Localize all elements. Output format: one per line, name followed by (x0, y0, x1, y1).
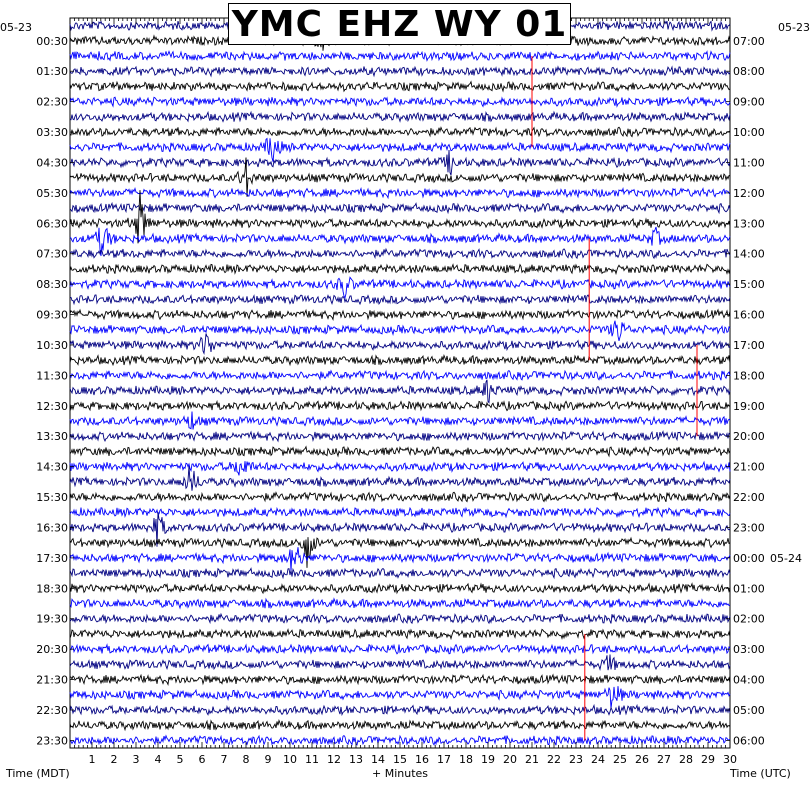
right-time-label: 12:00 (733, 186, 765, 200)
right-time-label: 16:00 (733, 308, 765, 322)
x-tick-label: 24 (591, 753, 605, 766)
right-time-label: 13:00 (733, 217, 765, 231)
x-tick-label: 15 (393, 753, 407, 766)
left-time-label: 08:30 (36, 278, 68, 292)
right-time-label: 23:00 (733, 521, 765, 535)
left-time-label: 06:30 (36, 217, 68, 231)
x-tick-label: 4 (154, 753, 162, 766)
x-tick-label: 3 (132, 753, 140, 766)
right-time-label: 15:00 (733, 278, 765, 292)
left-time-label: 07:30 (36, 247, 68, 261)
x-tick-label: 6 (198, 753, 206, 766)
right-time-label: 18:00 (733, 369, 765, 383)
right-time-label: 04:00 (733, 673, 765, 687)
right-time-label: 14:00 (733, 247, 765, 261)
x-tick-label: 23 (569, 753, 583, 766)
x-tick-label: 7 (220, 753, 228, 766)
left-time-label: 03:30 (36, 126, 68, 140)
right-time-label: 10:00 (733, 126, 765, 140)
left-date-label: 05-23 (0, 21, 32, 34)
left-time-label: 21:30 (36, 673, 68, 687)
left-time-label: 17:30 (36, 551, 68, 565)
x-tick-label: 2 (110, 753, 118, 766)
right-time-label: 21:00 (733, 460, 765, 474)
left-time-label: 04:30 (36, 156, 68, 170)
left-time-label: 10:30 (36, 338, 68, 352)
left-time-label: 15:30 (36, 491, 68, 505)
x-tick-label: 30 (723, 753, 737, 766)
right-time-label: 00:00 (733, 551, 765, 565)
left-time-label: 14:30 (36, 460, 68, 474)
x-tick-label: 27 (657, 753, 671, 766)
x-tick-label: 13 (349, 753, 363, 766)
x-tick-label: 19 (481, 753, 495, 766)
right-time-label: 08:00 (733, 65, 765, 79)
x-tick-label: 29 (701, 753, 715, 766)
right-date-label: 05-23 (778, 21, 810, 34)
right-time-label: 19:00 (733, 399, 765, 413)
left-time-label: 11:30 (36, 369, 68, 383)
x-tick-label: 12 (327, 753, 341, 766)
right-time-label: 22:00 (733, 491, 765, 505)
x-tick-label: 17 (437, 753, 451, 766)
right-axis-label: Time (UTC) (730, 767, 791, 780)
chart-title: YMC EHZ WY 01 (228, 3, 571, 45)
left-time-label: 19:30 (36, 612, 68, 626)
x-tick-label: 10 (283, 753, 297, 766)
right-time-label: 05:00 (733, 703, 765, 717)
right-time-label: 01:00 (733, 582, 765, 596)
x-tick-label: 18 (459, 753, 473, 766)
x-axis-label: + Minutes (372, 767, 429, 780)
right-date-change-label: 05-24 (770, 551, 802, 565)
left-time-label: 22:30 (36, 703, 68, 717)
x-tick-label: 11 (305, 753, 319, 766)
left-time-label: 05:30 (36, 186, 68, 200)
right-time-label: 02:00 (733, 612, 765, 626)
x-tick-label: 21 (525, 753, 539, 766)
x-tick-label: 26 (635, 753, 649, 766)
left-time-label: 09:30 (36, 308, 68, 322)
x-tick-label: 1 (88, 753, 96, 766)
x-tick-label: 16 (415, 753, 429, 766)
left-time-label: 13:30 (36, 430, 68, 444)
right-time-label: 17:00 (733, 338, 765, 352)
left-axis-label: Time (MDT) (6, 767, 70, 780)
x-tick-label: 5 (176, 753, 184, 766)
right-time-label: 20:00 (733, 430, 765, 444)
right-time-label: 11:00 (733, 156, 765, 170)
x-tick-label: 8 (242, 753, 250, 766)
left-time-label: 23:30 (36, 734, 68, 748)
x-tick-label: 28 (679, 753, 693, 766)
left-time-label: 12:30 (36, 399, 68, 413)
left-time-label: 00:30 (36, 34, 68, 48)
left-time-label: 20:30 (36, 643, 68, 657)
x-tick-label: 9 (264, 753, 272, 766)
x-tick-label: 20 (503, 753, 517, 766)
right-time-label: 03:00 (733, 643, 765, 657)
x-tick-label: 22 (547, 753, 561, 766)
left-time-label: 01:30 (36, 65, 68, 79)
right-time-label: 09:00 (733, 95, 765, 109)
right-time-label: 06:00 (733, 734, 765, 748)
x-tick-label: 25 (613, 753, 627, 766)
left-time-label: 18:30 (36, 582, 68, 596)
left-time-label: 16:30 (36, 521, 68, 535)
plot-frame (70, 18, 730, 748)
left-time-label: 02:30 (36, 95, 68, 109)
x-tick-label: 14 (371, 753, 385, 766)
right-time-label: 07:00 (733, 34, 765, 48)
